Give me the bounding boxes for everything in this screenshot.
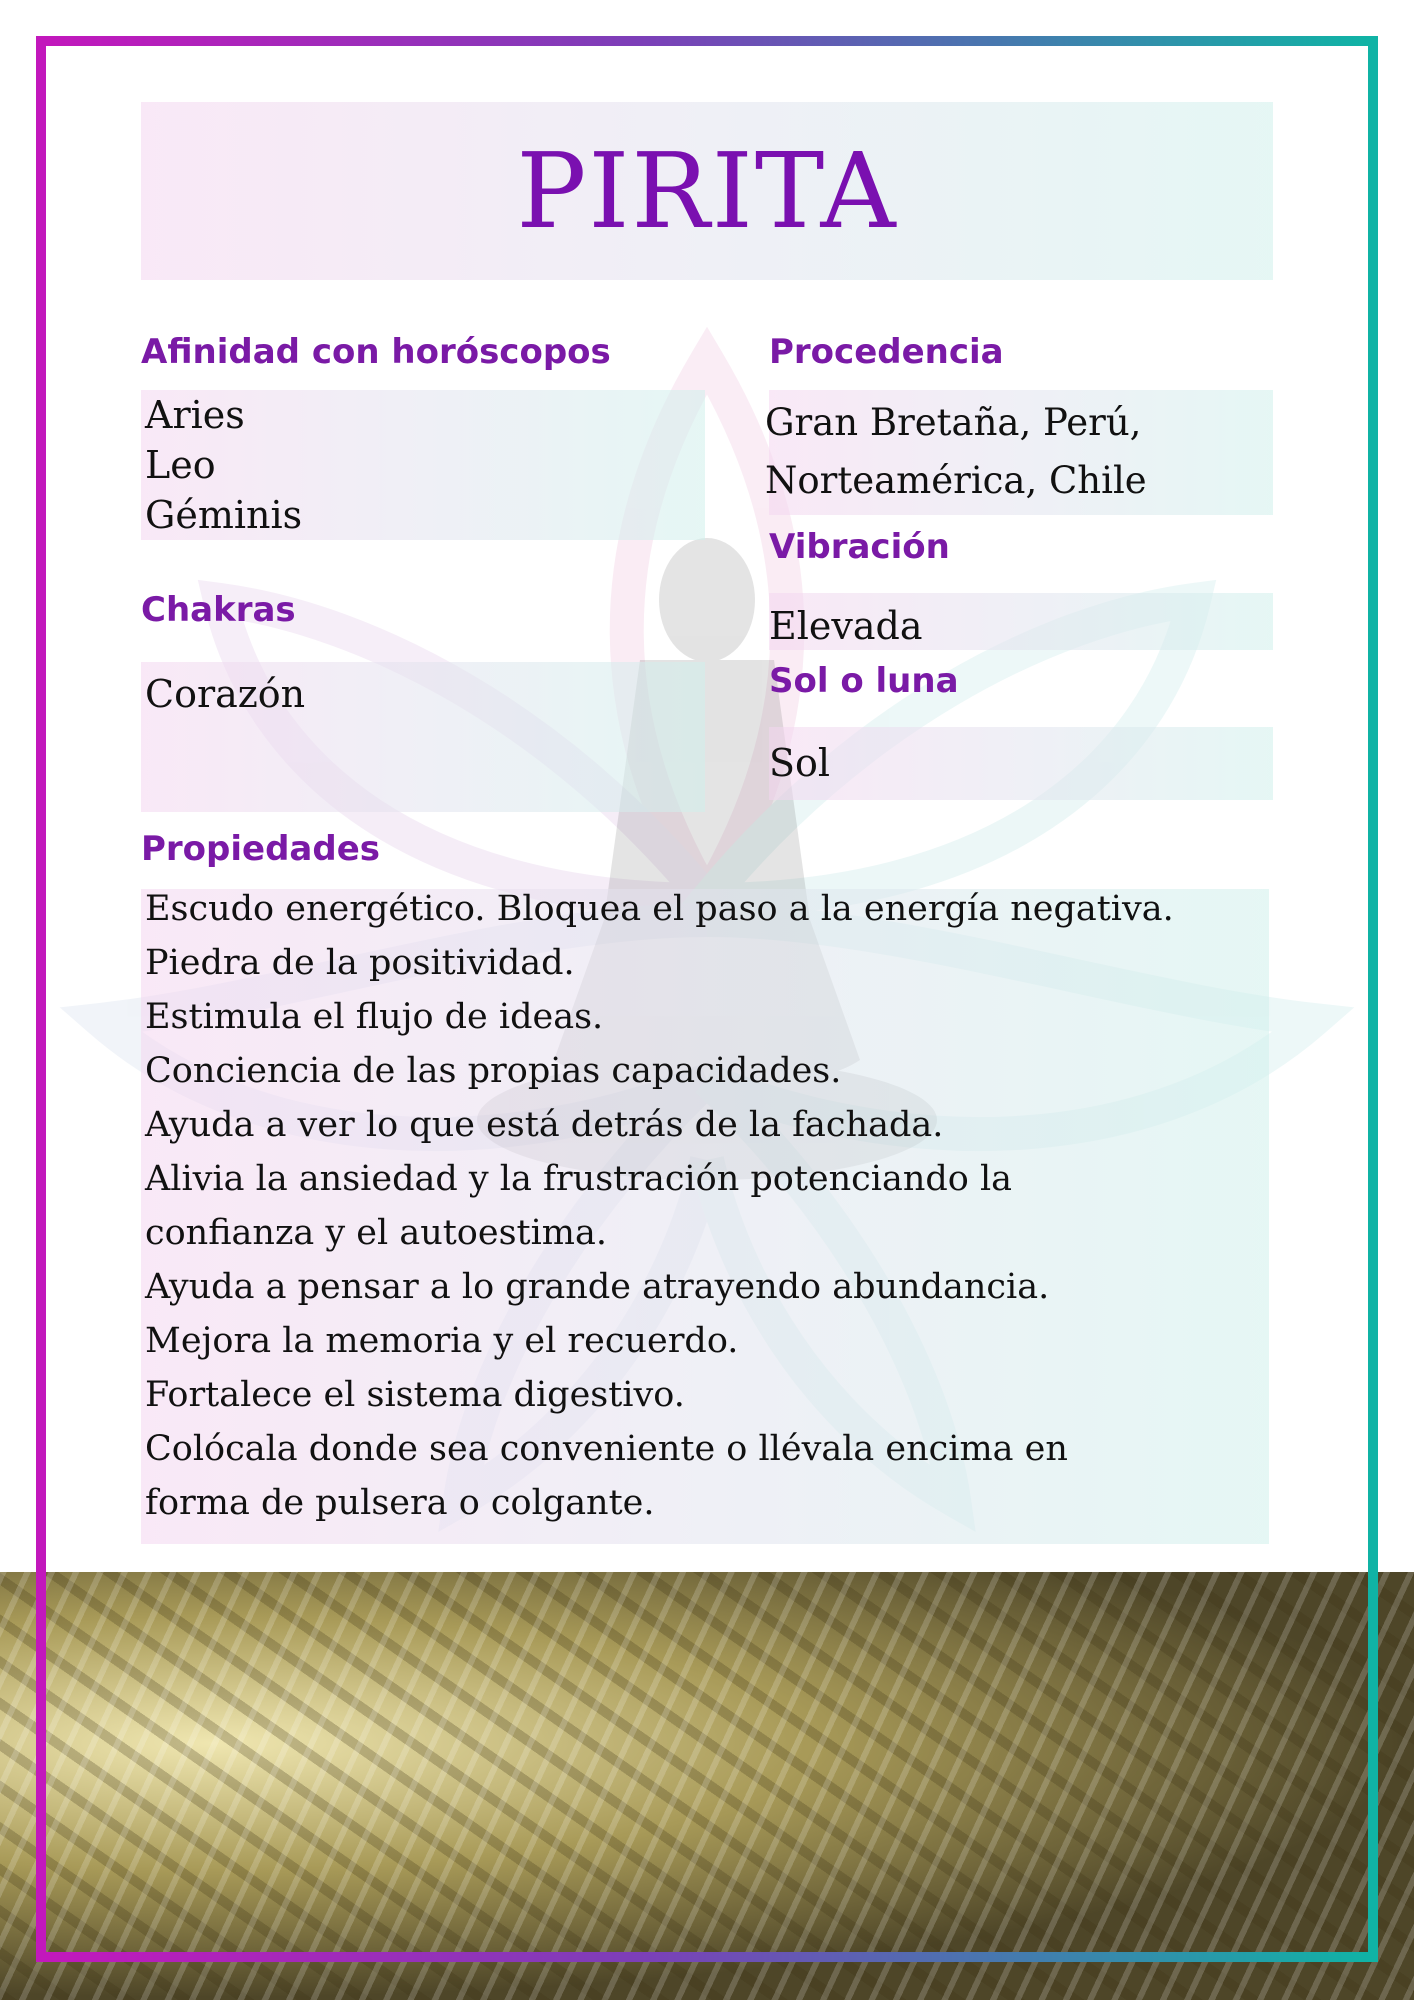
property-item: Estimula el flujo de ideas. bbox=[145, 997, 604, 1037]
vibration-heading: Vibración bbox=[769, 527, 950, 567]
property-item: Fortalece el sistema digestivo. bbox=[145, 1375, 685, 1415]
origin-line-1: Gran Bretaña, Perú, bbox=[765, 401, 1142, 444]
property-item: Escudo energético. Bloquea el paso a la energía negativa. bbox=[145, 889, 1174, 929]
property-item: Colócala donde sea conveniente o llévala encima en bbox=[145, 1429, 1068, 1469]
property-item: Alivia la ansiedad y la frustración potenciando la bbox=[145, 1159, 1013, 1199]
card-title: PIRITA bbox=[516, 130, 898, 252]
vibration-value: Elevada bbox=[769, 604, 923, 648]
property-item: Ayuda a pensar a lo grande atrayendo abundancia. bbox=[145, 1267, 1050, 1307]
property-item: Ayuda a ver lo que está detrás de la fachada. bbox=[145, 1105, 944, 1145]
property-item: forma de pulsera o colgante. bbox=[145, 1483, 655, 1523]
sun-moon-value: Sol bbox=[769, 741, 831, 785]
property-item: confianza y el autoestima. bbox=[145, 1213, 607, 1253]
property-item: Piedra de la positividad. bbox=[145, 943, 575, 983]
chakras-value: Corazón bbox=[145, 672, 306, 716]
origin-line-2: Norteamérica, Chile bbox=[765, 459, 1147, 502]
horoscopes-heading: Afinidad con horóscopos bbox=[141, 332, 611, 372]
properties-heading: Propiedades bbox=[141, 829, 381, 869]
origin-heading: Procedencia bbox=[769, 332, 1004, 372]
horoscope-aries: Aries bbox=[145, 393, 245, 437]
horoscope-geminis: Géminis bbox=[145, 493, 303, 537]
sun-moon-heading: Sol o luna bbox=[769, 661, 959, 701]
horoscope-leo: Leo bbox=[145, 443, 216, 487]
chakras-heading: Chakras bbox=[141, 590, 296, 630]
property-item: Conciencia de las propias capacidades. bbox=[145, 1051, 842, 1091]
gradient-frame bbox=[36, 36, 1378, 1962]
property-item: Mejora la memoria y el recuerdo. bbox=[145, 1321, 739, 1361]
